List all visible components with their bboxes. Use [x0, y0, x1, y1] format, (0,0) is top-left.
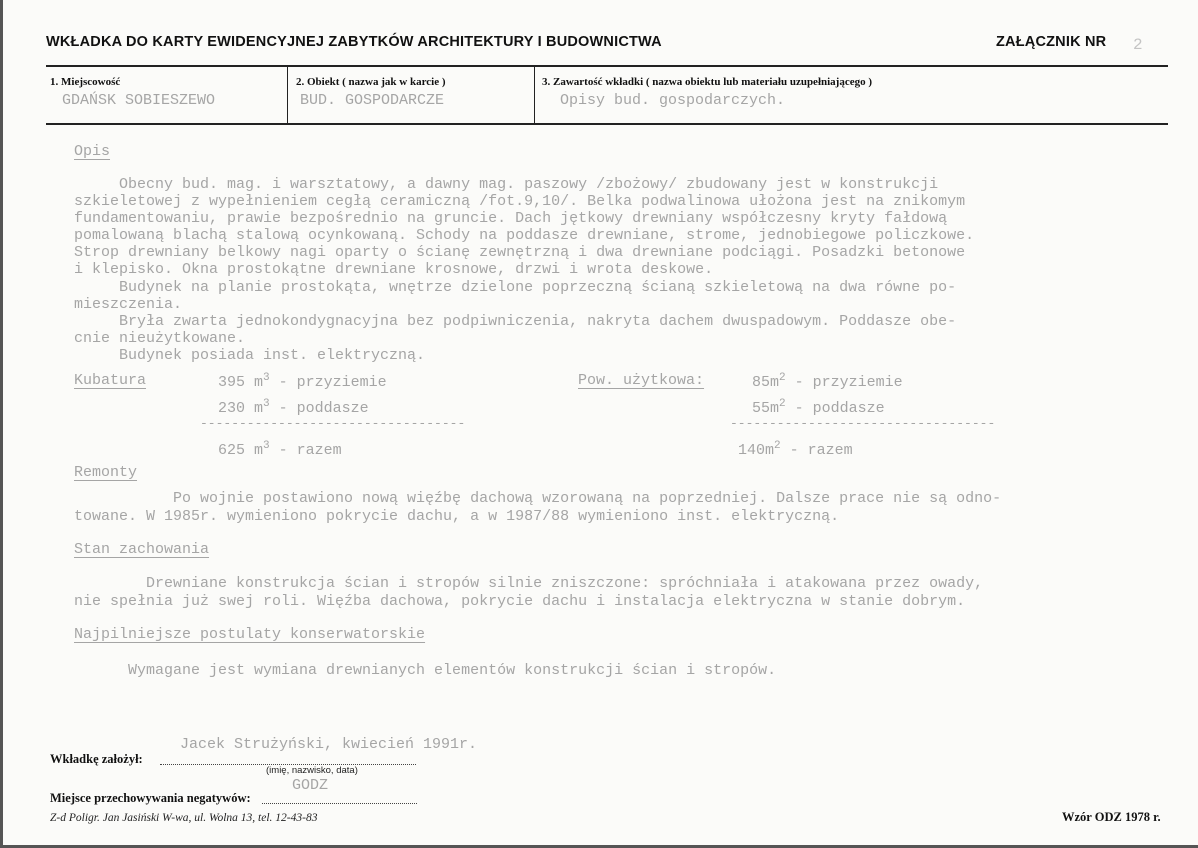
area-value: 55m: [752, 400, 780, 417]
printer-imprint: Z-d Poligr. Jan Jasiński W-wa, ul. Wolna 13, tel. 12-43-83: [50, 812, 318, 824]
area-value: 85m: [752, 374, 780, 391]
form-title: WKŁADKA DO KARTY EWIDENCYJNEJ ZABYTKÓW ARCHITEKTURY I BUDOWNICTWA: [46, 34, 662, 50]
repairs-line: Po wojnie postawiono nową więźbę dachową wzorowaną na poprzedniej. Dalsze prace nie są odno-: [74, 490, 1002, 507]
storage-value: GODZ: [292, 777, 329, 794]
table-divider-2: [534, 66, 535, 124]
author-label: Wkładkę założył:: [50, 752, 143, 766]
table-top-line: [46, 65, 1168, 67]
attachment-number: 2: [1133, 36, 1143, 54]
area-unit-exponent: 2: [779, 372, 786, 384]
description-line: pomalowaną blachą stalową ocynkowaną. Schody na poddasze drewniane, strome, jednobiegowe policzkowe.: [74, 227, 975, 244]
locality-label: 1. Miejscowość: [50, 76, 121, 88]
condition-line: nie spełnia już swej roli. Więźba dachowa, pokrycie dachu i instalacja elektryczna w stanie dobrym.: [74, 593, 966, 610]
area-total-label: - razem: [789, 442, 853, 459]
description-line: Bryła zwarta jednokondygnacyjna bez podpiwniczenia, nakryta dachem dwuspadowym. Poddasze obe-: [74, 313, 957, 330]
area-label: - przyziemie: [794, 374, 903, 391]
volume-unit-exponent: 3: [263, 440, 270, 452]
description-line: Budynek posiada inst. elektryczną.: [74, 347, 426, 364]
storage-dotted-line: [262, 803, 417, 804]
description-line: szkieletowej z wypełnieniem cegłą ceramiczną /fot.9,10/. Belka podwalinowa ułożona jest na znikomym: [74, 193, 966, 210]
volume-divider: ----------------------------------: [200, 416, 466, 431]
author-value: Jacek Strużyński, kwiecień 1991r.: [180, 736, 478, 753]
volume-unit-exponent: 3: [263, 372, 270, 384]
volume-heading: Kubatura: [74, 372, 147, 389]
area-unit-exponent: 2: [779, 398, 786, 410]
volume-total: [218, 440, 342, 459]
volume-label: - przyziemie: [278, 374, 387, 391]
description-line: cnie nieużytkowane.: [74, 330, 246, 347]
page-edge-left: [0, 0, 3, 848]
volume-label: - poddasze: [278, 400, 369, 417]
volume-row: [218, 398, 369, 417]
volume-value: 230 m: [218, 400, 264, 417]
attachment-label: ZAŁĄCZNIK NR: [996, 34, 1107, 50]
area-heading: Pow. użytkowa:: [578, 372, 705, 389]
description-line: Strop drewniany belkowy nagi oparty o ścianę zewnętrzną i dwa drewniane podciągi. Posadzki betonowe: [74, 244, 966, 261]
storage-label: Miejsce przechowywania negatywów:: [50, 791, 251, 805]
volume-total-label: - razem: [278, 442, 342, 459]
area-total-value: 140m: [738, 442, 775, 459]
area-divider: ----------------------------------: [730, 416, 996, 431]
volume-unit-exponent: 3: [263, 398, 270, 410]
form-id: Wzór ODZ 1978 r.: [1062, 810, 1161, 824]
volume-value: 395 m: [218, 374, 264, 391]
description-line: i klepisko. Okna prostokątne drewniane krosnowe, drzwi i wrota deskowe.: [74, 261, 714, 278]
postulates-line: Wymagane jest wymiana drewnianych elementów konstrukcji ścian i stropów.: [74, 662, 777, 679]
description-heading: Opis: [74, 143, 111, 160]
author-caption: (imię, nazwisko, data): [266, 765, 358, 776]
description-line: fundamentowaniu, prawie bezpośrednio na gruncie. Dach jętkowy drewniany współczesny kryty fałdową: [74, 210, 948, 227]
volume-total-value: 625 m: [218, 442, 264, 459]
area-row: [752, 372, 903, 391]
description-line: mieszczenia.: [74, 296, 183, 313]
contents-label: 3. Zawartość wkładki ( nazwa obiektu lub materiału uzupełniającego ): [542, 76, 873, 88]
locality-value: GDAŃSK SOBIESZEWO: [62, 92, 216, 109]
object-value: BUD. GOSPODARCZE: [300, 92, 445, 109]
condition-heading: Stan zachowania: [74, 541, 210, 558]
repairs-heading: Remonty: [74, 464, 138, 481]
volume-row: [218, 372, 387, 391]
table-divider-1: [287, 66, 288, 124]
description-line: Budynek na planie prostokąta, wnętrze dzielone poprzeczną ścianą szkieletową na dwa równe po-: [74, 279, 957, 296]
area-row: [752, 398, 885, 417]
description-line: Obecny bud. mag. i warsztatowy, a dawny mag. paszowy /zbożowy/ zbudowany jest w konstrukcji: [74, 176, 939, 193]
contents-value: Opisy bud. gospodarczych.: [560, 92, 786, 109]
condition-line: Drewniane konstrukcja ścian i stropów silnie zniszczone: spróchniała i atakowana przez owady,: [74, 575, 984, 592]
object-label: 2. Obiekt ( nazwa jak w karcie ): [296, 76, 446, 88]
area-total: [738, 440, 853, 459]
postulates-heading: Najpilniejsze postulaty konserwatorskie: [74, 626, 426, 643]
area-unit-exponent: 2: [774, 440, 781, 452]
area-label: - poddasze: [794, 400, 885, 417]
repairs-line: towane. W 1985r. wymieniono pokrycie dachu, a w 1987/88 wymieniono inst. elektryczną.: [74, 508, 840, 525]
table-bottom-line: [46, 123, 1168, 125]
